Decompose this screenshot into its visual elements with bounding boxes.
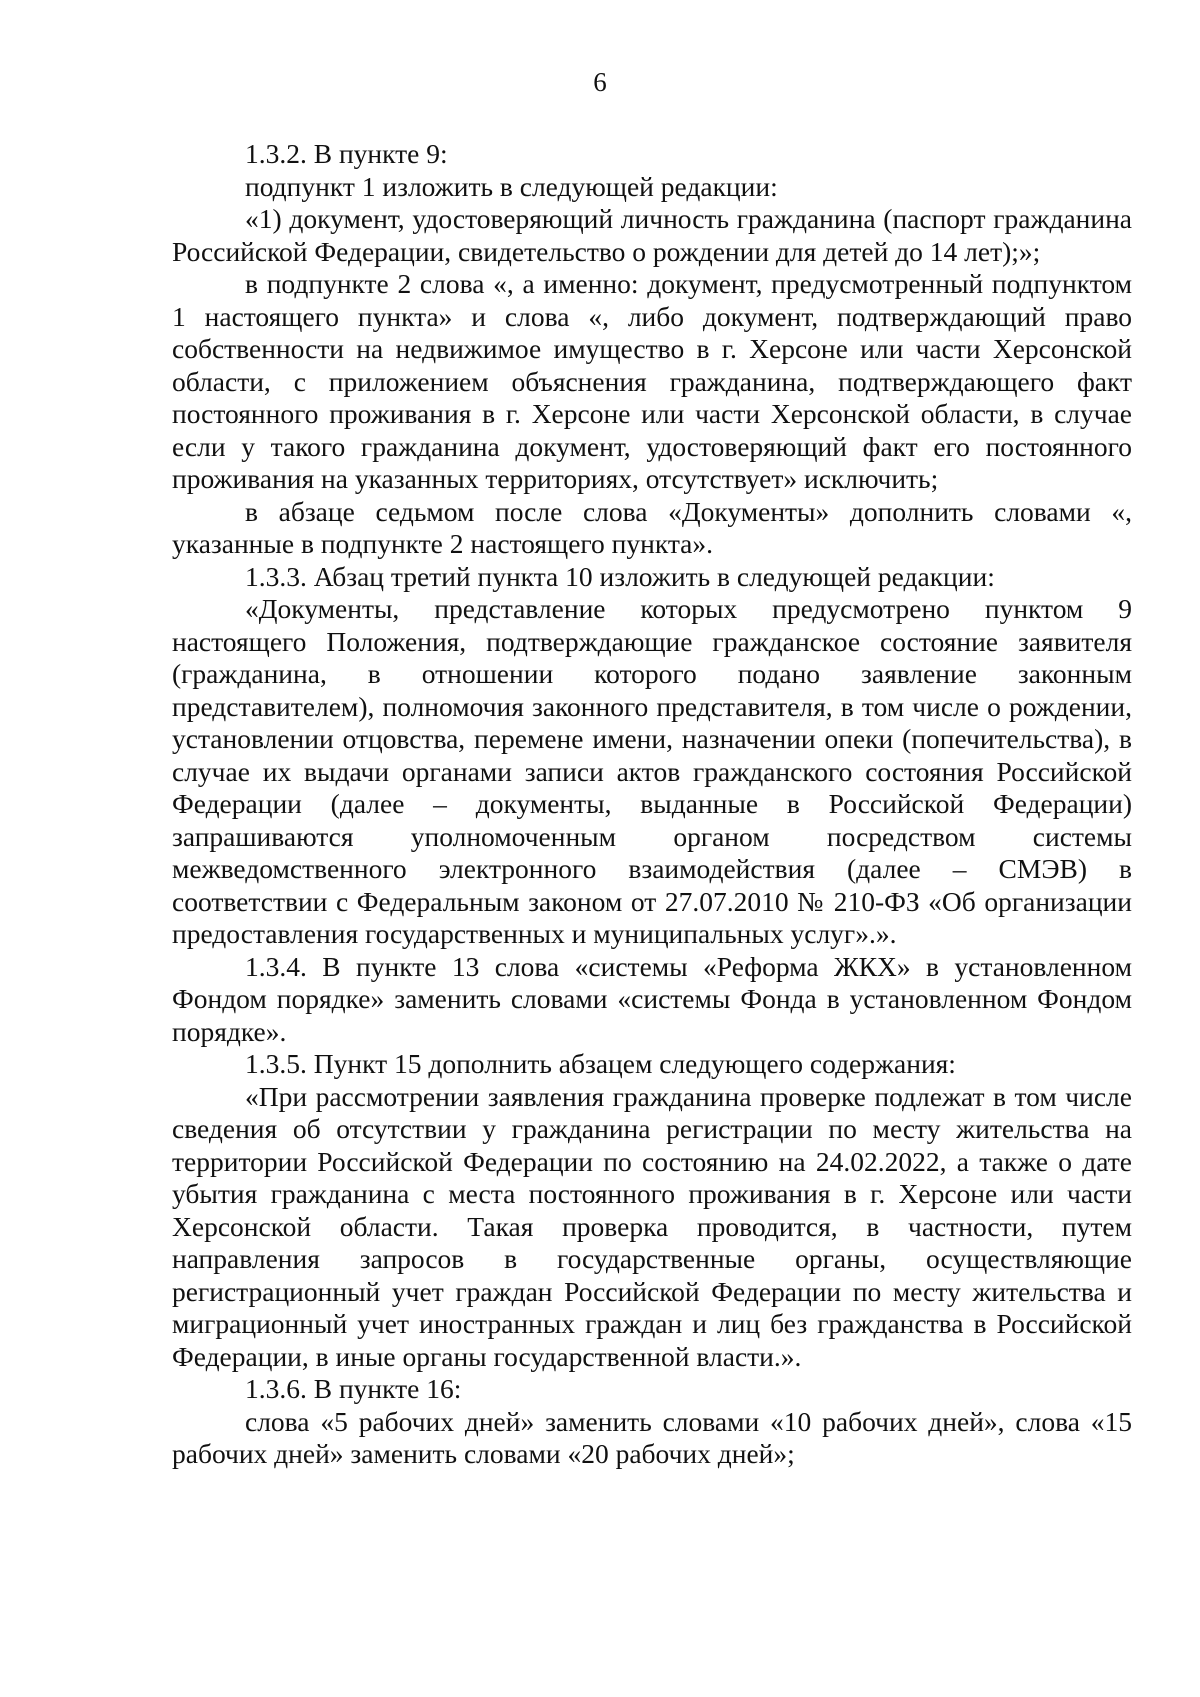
- paragraph-1-3-6-heading: 1.3.6. В пункте 16:: [245, 1373, 462, 1404]
- document-body: [172, 138, 1132, 1471]
- paragraph-subpoint-1-intro: подпункт 1 изложить в следующей редакции:: [245, 170, 778, 202]
- page-number: 6: [593, 67, 607, 97]
- paragraph-seventh-abzac-amendment: в абзаце седьмом после слова «Документы» дополнить словами «, указанные в подпункте 2 настоящего пункта».: [172, 495, 1132, 559]
- paragraph-1-3-6-text: слова «5 рабочих дней» заменить словами «10 рабочих дней», слова «15 рабочих дней» заменить словами «20 рабочих дней»;: [172, 1405, 1132, 1469]
- paragraph-1-3-3-text: «Документы, представление которых предусмотрено пунктом 9 настоящего Положения, подтверждающие гражданское состояние заявителя (гражданина, в отношении которого подано заявление законным представителем), полномочия законного представителя, в том числе о рождении, установлении отцовства, перемене имени, назначении опеки (попечительства), в случае их выдачи органами записи актов гражданского состояния Российской Федерации (далее – документы, выданные в Российской Федерации) запрашиваются уполномоченным органом посредством системы межведомственного электронного взаимодействия (далее – СМЭВ) в соответствии с Федеральным законом от 27.07.2010 № 210-ФЗ «Об организации предоставления государственных и муниципальных услуг».».: [172, 593, 1132, 949]
- paragraph-1-3-2-heading: 1.3.2. В пункте 9:: [245, 138, 448, 169]
- paragraph-1-3-5-text: «При рассмотрении заявления гражданина проверке подлежат в том числе сведения об отсутствии у гражданина регистрации по месту жительства на территории Российской Федерации по состоянию на 24.02.2022, а также о дате убытия гражданина с места постоянного проживания в г. Херсоне или части Херсонской области. Такая проверка проводится, в частности, путем направления запросов в государственные органы, осуществляющие регистрационный учет граждан Российской Федерации по месту жительства и миграционный учет иностранных граждан и лиц без гражданства в Российской Федерации, в иные органы государственной власти.».: [172, 1080, 1132, 1372]
- paragraph-1-3-5-heading: 1.3.5. Пункт 15 дополнить абзацем следующего содержания:: [245, 1048, 956, 1079]
- paragraph-subpoint-1-text: «1) документ, удостоверяющий личность гражданина (паспорт гражданина Российской Федерации, свидетельство о рождении для детей до 14 лет);»;: [172, 203, 1132, 267]
- paragraph-subpoint-2-amendment: в подпункте 2 слова «, а именно: документ, предусмотренный подпунктом 1 настоящего пункта» и слова «, либо документ, подтверждающий право собственности на недвижимое имущество в г. Херсоне или части Херсонской области, с приложением объяснения гражданина, подтверждающего факт постоянного проживания в г. Херсоне или части Херсонской области, в случае если у такого гражданина документ, удостоверяющий факт его постоянного проживания на указанных территориях, отсутствует» исключить;: [172, 268, 1132, 494]
- paragraph-1-3-3-heading: 1.3.3. Абзац третий пункта 10 изложить в следующей редакции:: [245, 560, 995, 592]
- paragraph-1-3-4: 1.3.4. В пункте 13 слова «системы «Реформа ЖКХ» в установленном Фондом порядке» заменить словами «системы Фонда в установленном Фондом порядке».: [172, 950, 1132, 1047]
